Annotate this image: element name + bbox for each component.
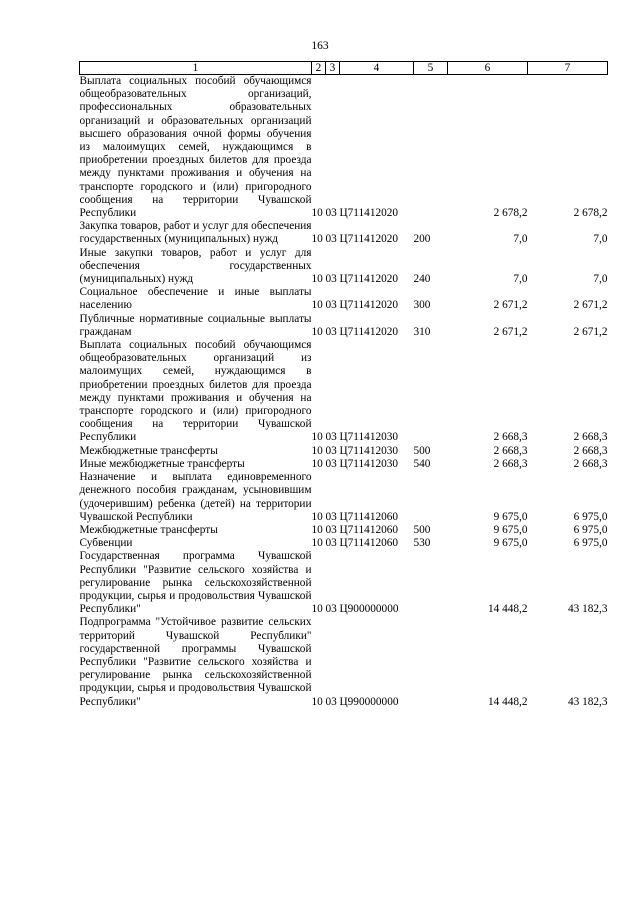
amount-year-1: 7,0 [513,273,528,286]
target-article-code: Ц711412060 [339,523,399,536]
target-article-code: Ц711412060 [339,510,399,523]
expense-type-code: 530 [413,537,431,550]
section-code: 10 [311,233,323,246]
amount-year-1: 9 675,0 [493,537,528,550]
section-code: 10 [311,603,323,616]
amount-year-1: 14 448,2 [487,603,528,616]
section-code: 10 [311,207,323,220]
section-code: 10 [311,457,323,470]
amount-year-2: 6 975,0 [573,537,608,550]
row-name: Иные межбюджетные трансферты [79,457,245,470]
expense-type-code [414,339,448,445]
table-row [80,75,608,221]
table-row [80,286,608,312]
target-article-code: Ц711412030 [339,444,399,457]
amount-year-2: 2 671,2 [573,299,608,312]
amount-year-2: 2 671,2 [573,325,608,338]
section-code: 10 [311,695,323,708]
section-code: 10 [311,299,323,312]
subsection-code: 03 [325,431,337,444]
expense-type-code: 500 [413,523,431,536]
table-row [80,445,608,458]
table-row [80,247,608,287]
row-name: Межбюджетные трансферты [79,444,218,457]
amount-year-1: 9 675,0 [493,523,528,536]
amount-year-2: 6 975,0 [573,510,608,523]
amount-year-1: 2 671,2 [493,299,528,312]
expense-type-code: 500 [413,444,431,457]
table-row [80,339,608,445]
target-article-code: Ц711412020 [339,273,399,286]
row-name: Подпрограмма "Устойчивое развитие сельских территорий Чувашской Республики" государственной программы Чувашской Республики "Развитие сельского хозяйства и регулирование рынка сельскохозяйственной продукции, сырья и продовольствия Чувашской Республики" [79,616,312,708]
expense-type-code: 310 [413,325,431,338]
section-code: 10 [311,537,323,550]
row-name: Социальное обеспечение и иные выплаты населению [79,286,312,312]
expense-type-code: 300 [413,299,431,312]
header-row [80,62,608,75]
amount-year-1: 7,0 [513,233,528,246]
col-header-4: 4 [340,62,414,75]
subsection-code: 03 [325,233,337,246]
budget-table [79,61,608,709]
row-name: Выплата социальных пособий обучающимся общеобразовательных организаций, профессиональных образовательных организаций и образовательных организаций высшего образования очной формы обучения из малоимущих семей, нуждающимся в приобретении проездных билетов для проезда между пунктами проживания и обучения на транспорте городского и (или) пригородного сообщения на территории Чувашской Республики [79,75,312,220]
expense-type-code: 540 [413,457,431,470]
table-row [80,458,608,471]
amount-year-2: 7,0 [593,273,608,286]
expense-type-code [414,75,448,221]
row-name: Закупка товаров, работ и услуг для обеспечения государственных (муниципальных) нужд [79,220,312,246]
target-article-code: Ц711412020 [339,299,399,312]
section-code: 10 [311,325,323,338]
col-header-2: 2 [312,62,326,75]
row-name: Публичные нормативные социальные выплаты гражданам [79,312,312,338]
subsection-code: 03 [325,457,337,470]
col-header-7: 7 [528,62,608,75]
subsection-code: 03 [325,325,337,338]
expense-type-code [414,616,448,708]
table-row [80,313,608,339]
amount-year-2: 2 668,3 [573,444,608,457]
amount-year-1: 2 668,3 [493,444,528,457]
target-article-code: Ц711412020 [339,325,399,338]
col-header-3: 3 [326,62,340,75]
target-article-code: Ц711412060 [339,537,399,550]
expense-type-code [414,471,448,524]
row-name: Субвенции [79,537,133,550]
amount-year-2: 43 182,3 [567,695,608,708]
subsection-code: 03 [325,207,337,220]
subsection-code: 03 [325,695,337,708]
row-name: Государственная программа Чувашской Республики "Развитие сельского хозяйства и регулирование рынка сельскохозяйственной продукции, сырья и продовольствия Чувашской Республики" [79,550,312,616]
amount-year-1: 14 448,2 [487,695,528,708]
table-body [80,75,608,709]
target-article-code: Ц711412030 [339,457,399,470]
col-header-6: 6 [448,62,528,75]
amount-year-1: 2 668,3 [493,457,528,470]
target-article-code: Ц711412020 [339,233,399,246]
table-row [80,537,608,550]
subsection-code: 03 [325,444,337,457]
section-code: 10 [311,444,323,457]
amount-year-2: 2 668,3 [573,431,608,444]
amount-year-1: 2 668,3 [493,431,528,444]
amount-year-1: 9 675,0 [493,510,528,523]
row-name: Назначение и выплата единовременного денежного пособия гражданам, усыновившим (удочерившим) ребенка (детей) на территории Чувашской Республики [79,471,312,523]
subsection-code: 03 [325,273,337,286]
section-code: 10 [311,273,323,286]
target-article-code: Ц711412030 [339,431,399,444]
amount-year-2: 43 182,3 [567,603,608,616]
target-article-code: Ц900000000 [339,603,399,616]
section-code: 10 [311,510,323,523]
section-code: 10 [311,431,323,444]
amount-year-2: 6 975,0 [573,523,608,536]
expense-type-code: 200 [413,233,431,246]
row-name: Межбюджетные трансферты [79,523,218,536]
table-row [80,220,608,246]
row-name: Выплата социальных пособий обучающимся общеобразовательных организаций из малоимущих семей, нуждающимся в приобретении проездных билетов для проезда между пунктами проживания и обучения на транспорте городского и (или) пригородного сообщения на территории Чувашской Республики [79,339,312,444]
amount-year-2: 2 668,3 [573,457,608,470]
table-row [80,471,608,524]
subsection-code: 03 [325,523,337,536]
col-header-1: 1 [80,62,312,75]
table-row [80,616,608,708]
amount-year-1: 2 671,2 [493,325,528,338]
col-header-5: 5 [414,62,448,75]
row-name: Иные закупки товаров, работ и услуг для обеспечения государственных (муниципальных) нужд [79,246,312,286]
subsection-code: 03 [325,299,337,312]
subsection-code: 03 [325,537,337,550]
expense-type-code: 240 [413,273,431,286]
subsection-code: 03 [325,510,337,523]
target-article-code: Ц990000000 [339,695,399,708]
amount-year-2: 2 678,2 [573,207,608,220]
subsection-code: 03 [325,603,337,616]
amount-year-2: 7,0 [593,233,608,246]
expense-type-code [414,550,448,616]
page-number: 163 [311,40,329,52]
target-article-code: Ц711412020 [339,207,399,220]
amount-year-1: 2 678,2 [493,207,528,220]
section-code: 10 [311,523,323,536]
table-row [80,524,608,537]
table-row [80,550,608,616]
